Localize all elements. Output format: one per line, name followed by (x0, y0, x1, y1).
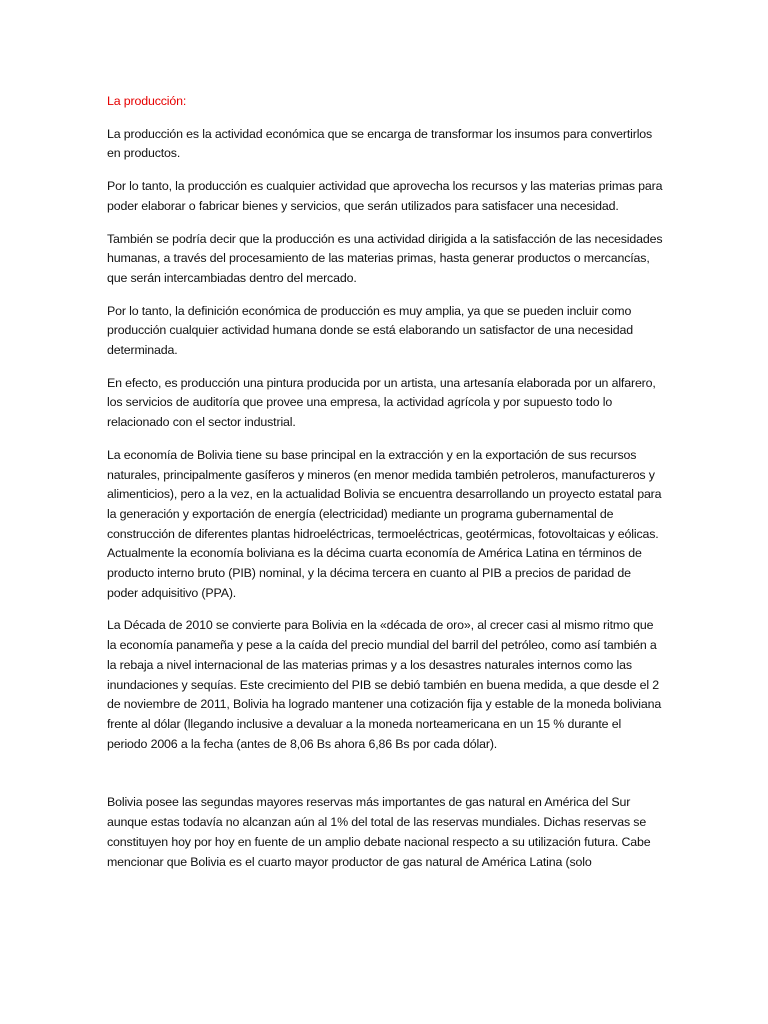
paragraph-definition: La producción es la actividad económica que se encarga de transformar los insumos para convertirlos en productos. (107, 126, 653, 161)
paragraph-definicion-economica: Por lo tanto, la definición económica de producción es muy amplia, ya que se pueden incluir como producción cualquier actividad humana donde se está elaborando un satisfactor de una necesidad determinada. (107, 303, 633, 358)
paragraph-decada-2010: La Década de 2010 se convierte para Bolivia en la «década de oro», al crecer casi al mismo ritmo que la economía panameña y pese a la caída del precio mundial del barril del petróleo, como así también a la rebaja a nivel internacional de las materias primas y a los desastres naturales internos como las inundaciones y sequías. Este crecimiento del PIB se debió también en buena medida, a que desde el 2 de noviembre de 2011, Bolivia ha logrado mantener una cotización fija y estable de la moneda boliviana frente al dólar (llegando inclusive a devaluar a la moneda norteamericana en un 15 % durante el periodo 2006 a la fecha (antes de 8,06 Bs ahora 6,86 Bs por cada dólar). (107, 618, 662, 751)
paragraph-economia-bolivia: La economía de Bolivia tiene su base principal en la extracción y en la exportación de sus recursos naturales, principalmente gasíferos y mineros (en menor medida también petroleros, manufactureros y alimenticios), pero a la vez, en la actualidad Bolivia se encuentra desarrollando un proyecto estatal para la generación y exportación de energía (electricidad) mediante un programa gubernamental de construcción de diferentes plantas hidroeléctricas, termoeléctricas, geotérmicas, fotovoltaicas y eólicas. Actualmente la economía boliviana es la décima cuarta economía de América Latina en términos de producto interno bruto (PIB) nominal, y la décima tercera en cuanto al PIB a precios de paridad de poder adquisitivo (PPA). (107, 447, 662, 600)
paragraph-en-efecto: En efecto, es producción una pintura producida por un artista, una artesanía elaborada por un alfarero, los servicios de auditoría que provee una empresa, la actividad agrícola y por supuesto todo lo relacionado con el sector industrial. (107, 375, 656, 430)
paragraph-tambien: También se podría decir que la producción es una actividad dirigida a la satisfacción de las necesidades humanas, a través del procesamiento de las materias primas, hasta generar productos o mercancías, que serán intercambiadas dentro del mercado. (107, 231, 663, 285)
paragraph-spacer (107, 767, 663, 793)
paragraph-gas-natural: Bolivia posee las segundas mayores reservas más importantes de gas natural en América del Sur aunque estas todavía no alcanzan aún al 1% del total de las reservas mundiales. Dichas reservas se constituyen hoy por hoy en fuente de un amplio debate nacional respecto a su utilización futura. Cabe mencionar que Bolivia es el cuarto mayor productor de gas natural de América Latina (solo (107, 795, 651, 869)
paragraph-por-lo-tanto: Por lo tanto, la producción es cualquier actividad que aprovecha los recursos y las materias primas para poder elaborar o fabricar bienes y servicios, que serán utilizados para satisfacer una necesidad. (107, 179, 663, 213)
section-heading: La producción: (107, 94, 187, 108)
document-body (107, 92, 663, 885)
